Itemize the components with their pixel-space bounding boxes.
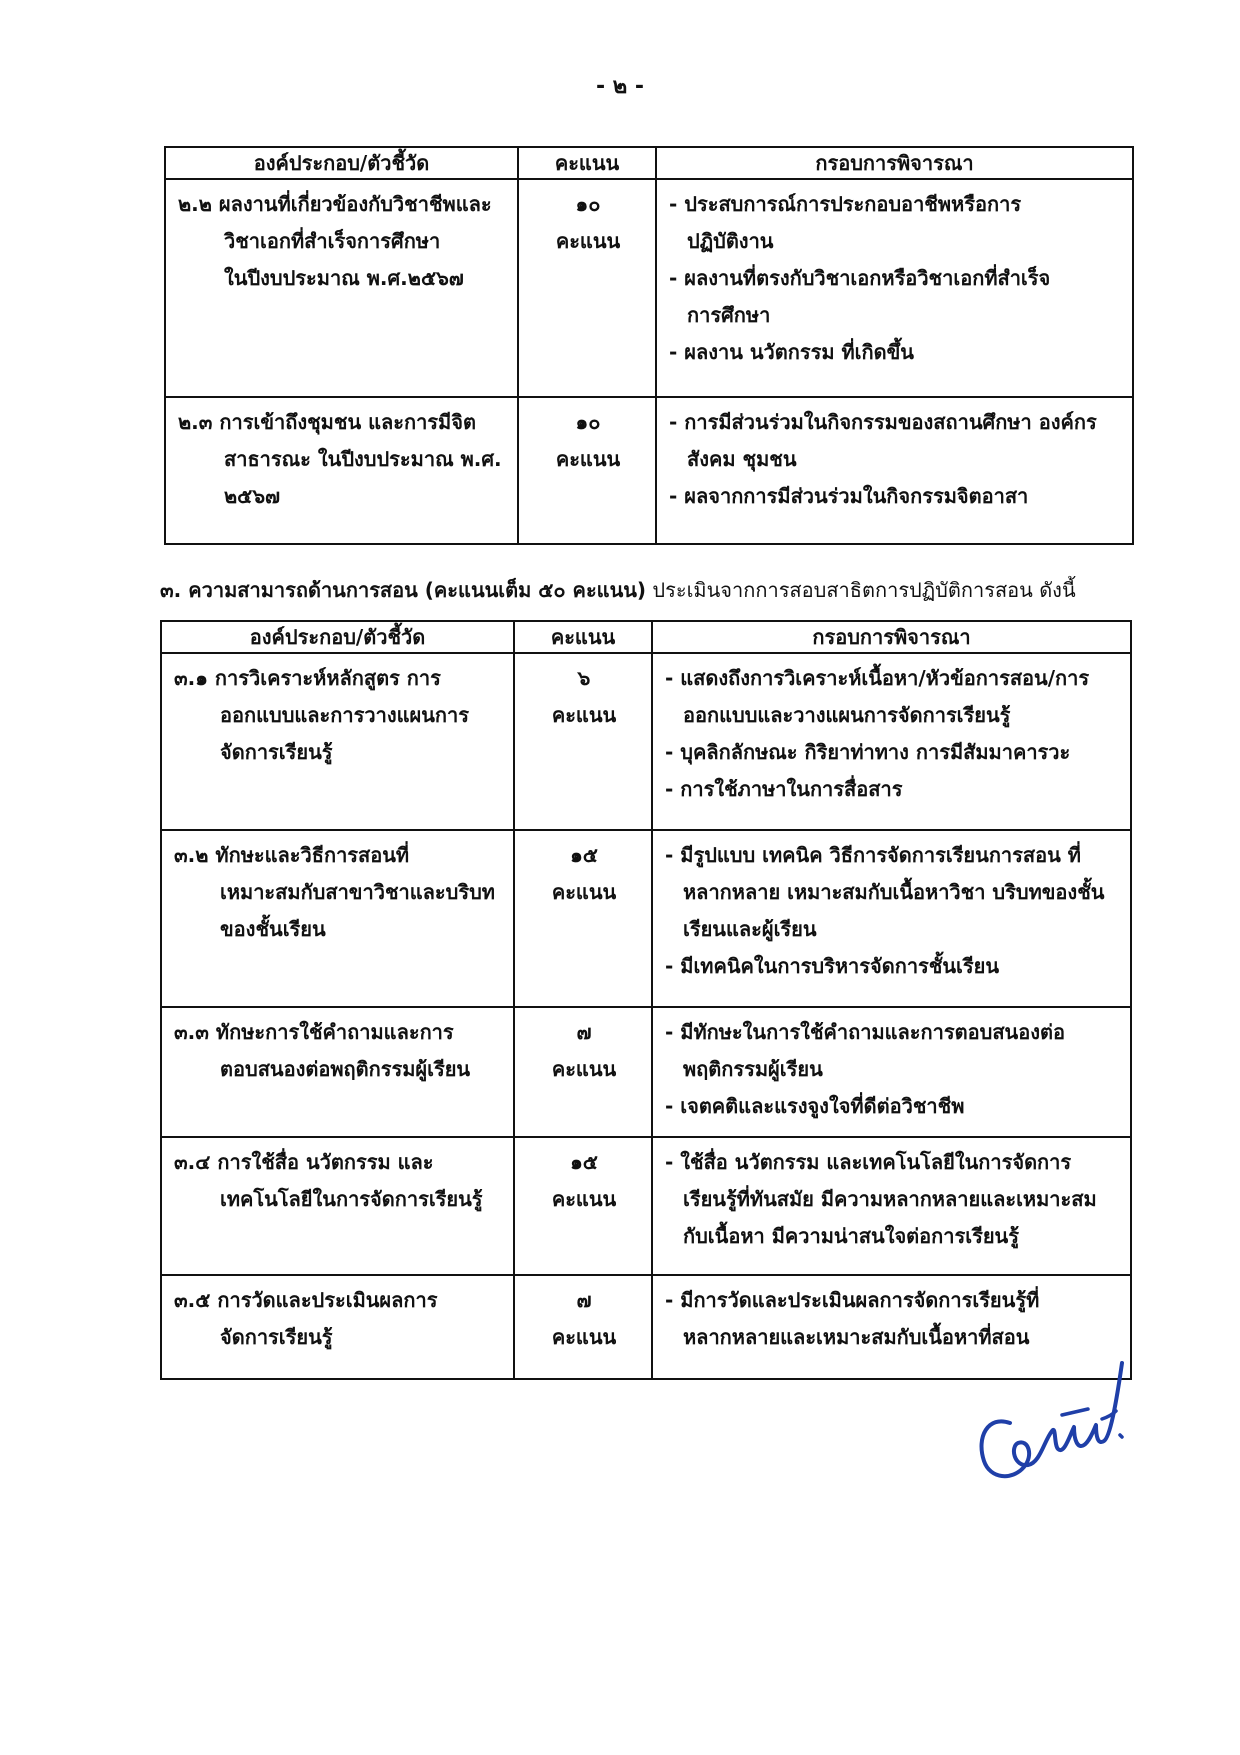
indicator-line: ๓.๓ ทักษะการใช้คำถามและการ [174,1020,454,1044]
framework-line: - มีการวัดและประเมินผลการจัดการเรียนรู้ที่ [665,1288,1040,1312]
indicator-line: ๓.๕ การวัดและประเมินผลการ [174,1288,438,1312]
header-score: คะแนน [518,147,656,179]
indicator-cell [161,1275,514,1379]
section-3-text: ประเมินจากการสอบสาธิตการปฏิบัติการสอน ดังนี้ [646,578,1076,602]
score-cell [514,830,652,1007]
indicator-line: ๒.๓ การเข้าถึงชุมชน และการมีจิต [178,410,476,434]
indicator-line: เหมาะสมกับสาขาวิชาและบริบท [220,880,495,904]
framework-cell [652,653,1131,830]
framework-cell [656,397,1133,544]
table-row [161,830,1131,1007]
table-row [165,397,1133,544]
indicator-cell [161,653,514,830]
indicator-line: เทคโนโลยีในการจัดการเรียนรู้ [220,1187,483,1211]
framework-line: - แสดงถึงการวิเคราะห์เนื้อหา/หัวข้อการสอน/การ [665,666,1090,690]
framework-line: - ผลจากการมีส่วนร่วมในกิจกรรมจิตอาสา [669,484,1029,508]
framework-line: เรียนและผู้เรียน [683,917,817,941]
framework-line: - มีทักษะในการใช้คำถามและการตอบสนองต่อ [665,1020,1065,1044]
framework-line: - บุคลิกลักษณะ กิริยาท่าทาง การมีสัมมาคารวะ [665,740,1071,764]
score-cell [514,653,652,830]
framework-line: สังคม ชุมชน [687,447,797,471]
indicator-line: จัดการเรียนรู้ [220,740,333,764]
criteria-table-2 [160,620,1132,1380]
framework-line: ปฏิบัติงาน [687,229,774,253]
indicator-cell [161,1137,514,1275]
framework-line: - ผลงาน นวัตกรรม ที่เกิดขึ้น [669,340,914,364]
header-indicator: องค์ประกอบ/ตัวชี้วัด [161,621,514,653]
score-unit: คะแนน [551,703,617,727]
framework-line: พฤติกรรมผู้เรียน [683,1057,823,1081]
indicator-line: วิชาเอกที่สำเร็จการศึกษา [224,229,441,253]
framework-line: ออกแบบและวางแผนการจัดการเรียนรู้ [683,703,1011,727]
table-header-row [161,621,1131,653]
indicator-cell [165,397,518,544]
framework-line: - มีเทคนิคในการบริหารจัดการชั้นเรียน [665,954,1000,978]
score-unit: คะแนน [551,880,617,904]
score-value: ๑๐ [575,410,601,434]
indicator-line: ออกแบบและการวางแผนการ [220,703,469,727]
indicator-cell [165,179,518,397]
score-cell [518,179,656,397]
table-row [165,179,1133,397]
indicator-cell [161,830,514,1007]
indicator-line: สาธารณะ ในปีงบประมาณ พ.ศ. [224,447,502,471]
indicator-line: ๓.๒ ทักษะและวิธีการสอนที่ [174,843,410,867]
score-value: ๗ [576,1288,592,1312]
score-value: ๑๐ [575,192,601,216]
table-row [161,653,1131,830]
score-cell [514,1275,652,1379]
framework-line: เรียนรู้ที่ทันสมัย มีความหลากหลายและเหมาะสม [683,1187,1097,1211]
indicator-line: จัดการเรียนรู้ [220,1325,333,1349]
page-number: - ๒ - [595,74,645,99]
score-unit: คะแนน [551,1187,617,1211]
header-framework: กรอบการพิจารณา [652,621,1131,653]
framework-line: การศึกษา [687,303,771,327]
score-unit: คะแนน [551,1325,617,1349]
framework-line: - เจตคติและแรงจูงใจที่ดีต่อวิชาชีพ [665,1094,965,1118]
score-unit: คะแนน [551,1057,617,1081]
framework-line: - ใช้สื่อ นวัตกรรม และเทคโนโลยีในการจัดการ [665,1150,1072,1174]
framework-line: - การใช้ภาษาในการสื่อสาร [665,777,903,801]
score-cell [518,397,656,544]
framework-line: หลากหลายและเหมาะสมกับเนื้อหาที่สอน [683,1325,1030,1349]
indicator-line: ๒.๒ ผลงานที่เกี่ยวข้องกับวิชาชีพและ [178,192,492,216]
score-unit: คะแนน [555,447,621,471]
score-value: ๑๕ [570,1150,598,1174]
framework-line: - การมีส่วนร่วมในกิจกรรมของสถานศึกษา องค์กร [669,410,1097,434]
framework-line: - ผลงานที่ตรงกับวิชาเอกหรือวิชาเอกที่สำเร็จ [669,266,1051,290]
indicator-line: ในปีงบประมาณ พ.ศ.๒๕๖๗ [224,266,464,290]
score-unit: คะแนน [555,229,621,253]
table-header-row [165,147,1133,179]
framework-line: - มีรูปแบบ เทคนิค วิธีการจัดการเรียนการสอน ที่ [665,843,1081,867]
score-cell [514,1007,652,1137]
header-framework: กรอบการพิจารณา [656,147,1133,179]
indicator-line: ๒๕๖๗ [224,484,281,508]
header-indicator: องค์ประกอบ/ตัวชี้วัด [165,147,518,179]
signature [970,1345,1130,1515]
indicator-line: ของชั้นเรียน [220,917,326,941]
section-3-title: ๓. ความสามารถด้านการสอน (คะแนนเต็ม ๕๐ คะแนน) [160,578,647,602]
framework-cell [652,830,1131,1007]
score-value: ๗ [576,1020,592,1044]
framework-cell [652,1007,1131,1137]
score-cell [514,1137,652,1275]
indicator-cell [161,1007,514,1137]
framework-cell [656,179,1133,397]
header-score: คะแนน [514,621,652,653]
score-value: ๖ [577,666,591,690]
framework-line: หลากหลาย เหมาะสมกับเนื้อหาวิชา บริบทของชั้น [683,880,1105,904]
framework-line: - ประสบการณ์การประกอบอาชีพหรือการ [669,192,1022,216]
table-row [161,1137,1131,1275]
section-3-heading [160,575,1120,605]
indicator-line: ๓.๔ การใช้สื่อ นวัตกรรม และ [174,1150,434,1174]
framework-line: กับเนื้อหา มีความน่าสนใจต่อการเรียนรู้ [683,1224,1019,1248]
indicator-line: ตอบสนองต่อพฤติกรรมผู้เรียน [220,1057,471,1081]
indicator-line: ๓.๑ การวิเคราะห์หลักสูตร การ [174,666,441,690]
framework-cell [652,1137,1131,1275]
criteria-table-1 [164,146,1134,545]
table-row [161,1007,1131,1137]
score-value: ๑๕ [570,843,598,867]
